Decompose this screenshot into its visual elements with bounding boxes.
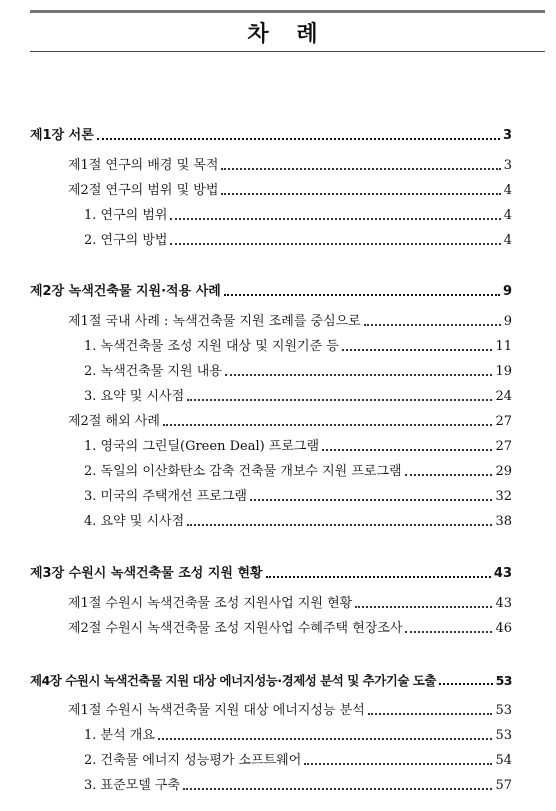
toc-entry-page: 53 (495, 703, 512, 718)
dot-leader (405, 630, 492, 633)
toc-entry-label: 3. 미국의 주택개선 프로그램 (84, 489, 247, 504)
dot-leader (221, 167, 500, 170)
toc-entry-page: 11 (495, 339, 512, 354)
toc-entry-label: 제1절 국내 사례 : 녹색건축물 지원 조례를 중심으로 (68, 314, 361, 329)
toc-entry-page: 24 (495, 389, 512, 404)
toc-entry-label: 제1절 연구의 배경 및 목적 (68, 158, 219, 173)
toc-entry-page: 9 (503, 314, 512, 329)
toc-entry-label: 제4장 수원시 녹색건축물 지원 대상 에너지성능·경제성 분석 및 추가기술 도출 (30, 673, 436, 688)
toc-entry-label: 4. 요약 및 시사점 (84, 514, 185, 529)
page-title: 차 례 (247, 21, 328, 47)
toc-entry-label: 제1절 수원시 녹색건축물 조성 지원사업 지원 현황 (68, 596, 353, 611)
toc-entry-page: 27 (495, 439, 512, 454)
toc-entry-page: 32 (495, 489, 512, 504)
toc-entry[interactable] (84, 753, 512, 769)
toc-entry-label: 1. 녹색건축물 조성 지원 대상 및 지원기준 등 (84, 339, 339, 354)
toc-entry[interactable] (84, 489, 512, 505)
toc-entry[interactable] (68, 158, 512, 174)
toc-entry-page: 27 (495, 414, 512, 429)
toc-entry-page: 43 (495, 596, 512, 611)
toc-entry[interactable] (68, 414, 512, 430)
toc-entry-label: 3. 표준모델 구축 (84, 778, 181, 793)
toc-entry-label: 제2장 녹색건축물 지원·적용 사례 (30, 284, 221, 299)
dot-leader (187, 398, 492, 401)
toc-entry[interactable] (84, 514, 512, 530)
toc-entry-page: 53 (495, 728, 512, 743)
toc-entry-label: 제2절 해외 사례 (68, 414, 160, 429)
dot-leader (342, 348, 493, 351)
dot-leader (364, 323, 501, 326)
dot-leader (322, 448, 492, 451)
toc-entry-page: 29 (495, 464, 512, 479)
toc-entry-label: 2. 건축물 에너지 성능평가 소프트웨어 (84, 753, 302, 768)
dot-leader (163, 423, 493, 426)
toc-entry-label: 3. 요약 및 시사점 (84, 389, 185, 404)
dot-leader (97, 137, 500, 140)
dot-leader (224, 293, 500, 296)
toc-entry-page: 43 (493, 566, 512, 581)
toc-entry-page: 3 (502, 128, 512, 143)
toc-entry-page: 57 (495, 778, 512, 793)
toc-entry-page: 54 (495, 753, 512, 768)
toc-entry-label: 1. 분석 개요 (84, 728, 155, 743)
dot-leader (355, 605, 492, 608)
toc-entry-label: 제1장 서론 (30, 128, 94, 143)
toc-entry-page: 4 (503, 233, 512, 248)
toc-entry-page: 4 (503, 183, 512, 198)
toc-entry[interactable] (30, 128, 512, 144)
toc-entry-page: 3 (503, 158, 512, 173)
toc-entry[interactable] (84, 339, 512, 355)
toc-entry-label: 제2절 연구의 범위 및 방법 (68, 183, 219, 198)
toc-entry[interactable] (68, 314, 512, 330)
toc-entry[interactable] (68, 183, 512, 199)
dot-leader (183, 787, 492, 790)
dot-leader (250, 498, 493, 501)
dot-leader (266, 575, 491, 578)
toc-entry-page: 4 (503, 208, 512, 223)
toc-entry[interactable] (84, 364, 512, 380)
toc-entry[interactable] (84, 464, 512, 480)
toc-entry[interactable] (84, 208, 512, 224)
toc-entry-label: 2. 독일의 이산화탄소 감축 건축물 개보수 지원 프로그램 (84, 464, 402, 479)
toc-entry-page: 46 (495, 621, 512, 636)
toc-entry[interactable] (84, 389, 512, 405)
toc-entry[interactable] (30, 673, 512, 689)
dot-leader (221, 192, 500, 195)
toc-entry[interactable] (30, 566, 512, 582)
toc-entry-label: 2. 연구의 방법 (84, 233, 168, 248)
dot-leader (170, 217, 500, 220)
toc-entry[interactable] (68, 703, 512, 719)
dot-leader (304, 762, 492, 765)
toc-entry-label: 제1절 수원시 녹색건축물 지원 대상 에너지성능 분석 (68, 703, 365, 718)
dot-leader (170, 242, 500, 245)
dot-leader (405, 473, 493, 476)
toc-entry-label: 2. 녹색건축물 지원 내용 (84, 364, 222, 379)
toc-entry[interactable] (84, 233, 512, 249)
toc-entry-label: 1. 영국의 그린딜(Green Deal) 프로그램 (84, 439, 320, 454)
toc-entry[interactable] (84, 728, 512, 744)
toc-entry-label: 제3장 수원시 녹색건축물 조성 지원 현황 (30, 566, 263, 581)
toc-entry[interactable] (30, 284, 512, 300)
toc-entry-page: 9 (502, 284, 512, 299)
dot-leader (225, 373, 493, 376)
toc-entry-page: 19 (495, 364, 512, 379)
dot-leader (368, 712, 493, 715)
toc-entry[interactable] (84, 439, 512, 455)
toc-entry-label: 1. 연구의 범위 (84, 208, 168, 223)
toc-entry[interactable] (68, 621, 512, 637)
dot-leader (439, 682, 493, 685)
toc-entry-page: 38 (495, 514, 512, 529)
toc-entry-label: 제2절 수원시 녹색건축물 조성 지원사업 수혜주택 현장조사 (68, 621, 403, 636)
dot-leader (158, 737, 493, 740)
toc-entry-page: 53 (495, 673, 512, 688)
toc-entry[interactable] (84, 778, 512, 794)
dot-leader (187, 523, 492, 526)
toc-entry[interactable] (68, 596, 512, 612)
